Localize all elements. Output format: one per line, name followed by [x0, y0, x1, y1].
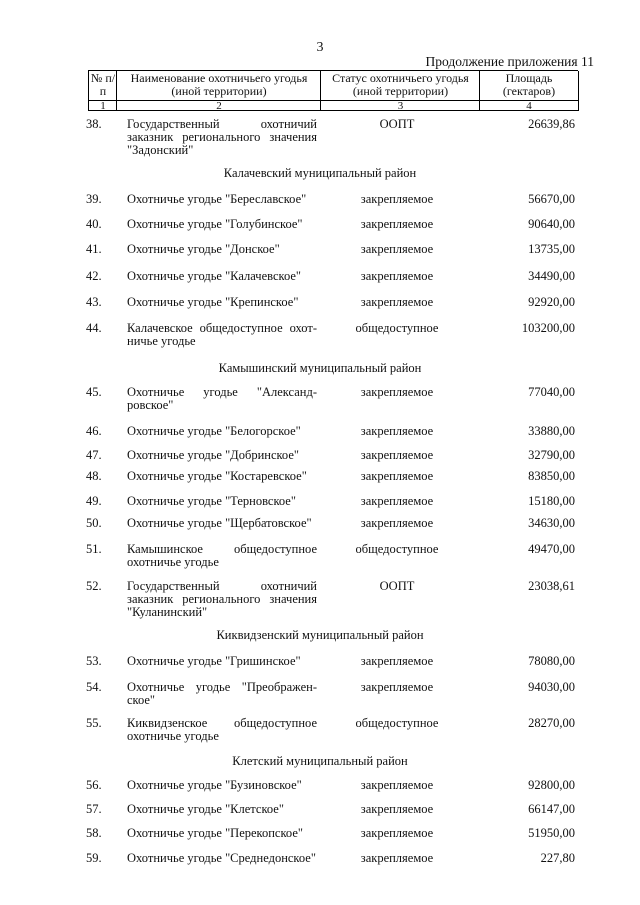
row-number: 48.: [86, 469, 102, 483]
row-status: закрепляемое: [360, 424, 434, 438]
page-number: 3: [316, 40, 324, 55]
row-status: общедоступное: [355, 716, 439, 730]
row-status: закрепляемое: [360, 217, 434, 231]
row-name: Охотничье угодье "Добринское": [127, 448, 299, 462]
row-area: 92920,00: [528, 295, 575, 309]
row-status: общедоступное: [355, 542, 439, 556]
header-num: № п/п: [88, 71, 117, 101]
header-name: Наименование охотничьего угодья (иной территории): [116, 71, 321, 101]
row-name: Калачевское общедоступное охот-ничье угодье: [127, 321, 317, 348]
row-area: 51950,00: [528, 826, 575, 840]
row-status: закрепляемое: [360, 469, 434, 483]
continuation-note: Продолжение приложения 11: [425, 54, 594, 69]
row-area: 66147,00: [528, 802, 575, 816]
row-status: закрепляемое: [360, 385, 434, 399]
row-number: 39.: [86, 192, 102, 206]
row-area: 34490,00: [528, 269, 575, 283]
row-name: Охотничье угодье "Терновское": [127, 494, 296, 508]
row-number: 50.: [86, 516, 102, 530]
row-name: Охотничье угодье "Гришинское": [127, 654, 301, 668]
row-area: 103200,00: [521, 321, 575, 335]
district-heading: Калачевский муниципальный район: [223, 166, 417, 180]
row-status: закрепляемое: [360, 778, 434, 792]
row-number: 55.: [86, 716, 102, 730]
row-status: закрепляемое: [360, 680, 434, 694]
col-number-4: 4: [479, 100, 579, 111]
row-name: Охотничье угодье "Александ-ровское": [127, 385, 317, 412]
district-heading: Клетский муниципальный район: [232, 754, 408, 768]
row-name: Охотничье угодье "Среднедонское": [127, 851, 316, 865]
row-status: ООПТ: [379, 579, 415, 593]
row-status: закрепляемое: [360, 494, 434, 508]
row-area: 26639,86: [528, 117, 575, 131]
row-status: закрепляемое: [360, 269, 434, 283]
header-status: Статус охотничьего угодья (иной территории): [320, 71, 480, 101]
row-number: 53.: [86, 654, 102, 668]
row-area: 13735,00: [528, 242, 575, 256]
row-name: Охотничье угодье "Береславское": [127, 192, 307, 206]
table-header: [88, 70, 578, 111]
row-status: закрепляемое: [360, 448, 434, 462]
row-name: Охотничье угодье "Клетское": [127, 802, 284, 816]
row-number: 41.: [86, 242, 102, 256]
row-number: 59.: [86, 851, 102, 865]
row-number: 40.: [86, 217, 102, 231]
row-number: 57.: [86, 802, 102, 816]
row-name: Камышинское общедоступное охотничье угодье: [127, 542, 317, 569]
header-area: Площадь (гектаров): [479, 71, 579, 101]
row-number: 46.: [86, 424, 102, 438]
row-area: 28270,00: [528, 716, 575, 730]
row-area: 94030,00: [528, 680, 575, 694]
row-number: 45.: [86, 385, 102, 399]
row-number: 49.: [86, 494, 102, 508]
row-area: 23038,61: [528, 579, 575, 593]
row-area: 34630,00: [528, 516, 575, 530]
row-area: 15180,00: [528, 494, 575, 508]
row-area: 227,80: [540, 851, 575, 865]
row-number: 38.: [86, 117, 102, 131]
row-number: 52.: [86, 579, 102, 593]
row-status: закрепляемое: [360, 802, 434, 816]
row-area: 33880,00: [528, 424, 575, 438]
row-area: 92800,00: [528, 778, 575, 792]
row-name: Охотничье угодье "Бузиновское": [127, 778, 302, 792]
row-status: общедоступное: [355, 321, 439, 335]
row-area: 56670,00: [528, 192, 575, 206]
row-status: закрепляемое: [360, 654, 434, 668]
row-status: закрепляемое: [360, 295, 434, 309]
row-number: 44.: [86, 321, 102, 335]
row-status: закрепляемое: [360, 826, 434, 840]
row-status: ООПТ: [379, 117, 415, 131]
row-status: закрепляемое: [360, 851, 434, 865]
row-area: 90640,00: [528, 217, 575, 231]
row-number: 56.: [86, 778, 102, 792]
row-name: Охотничье угодье "Перекопское": [127, 826, 303, 840]
row-number: 43.: [86, 295, 102, 309]
row-name: Охотничье угодье "Белогорское": [127, 424, 301, 438]
row-name: Охотничье угодье "Костаревское": [127, 469, 307, 483]
row-number: 51.: [86, 542, 102, 556]
row-name: Государственный охотничий заказник регионального значения "Куланинский": [127, 579, 317, 619]
col-number-2: 2: [116, 100, 321, 111]
district-heading: Киквидзенский муниципальный район: [216, 628, 424, 642]
row-status: закрепляемое: [360, 242, 434, 256]
district-heading: Камышинский муниципальный район: [218, 361, 422, 375]
row-number: 54.: [86, 680, 102, 694]
col-number-3: 3: [320, 100, 480, 111]
row-status: закрепляемое: [360, 516, 434, 530]
row-number: 47.: [86, 448, 102, 462]
row-area: 77040,00: [528, 385, 575, 399]
row-name: Охотничье угодье "Голубинское": [127, 217, 303, 231]
row-name: Охотничье угодье "Калачевское": [127, 269, 301, 283]
row-area: 32790,00: [528, 448, 575, 462]
row-area: 49470,00: [528, 542, 575, 556]
row-status: закрепляемое: [360, 192, 434, 206]
row-name: Государственный охотничий заказник регионального значения "Задонский": [127, 117, 317, 157]
row-name: Охотничье угодье "Донское": [127, 242, 280, 256]
row-area: 83850,00: [528, 469, 575, 483]
row-number: 42.: [86, 269, 102, 283]
row-name: Охотничье угодье "Щербатовское": [127, 516, 312, 530]
row-name: Киквидзенское общедоступное охотничье угодье: [127, 716, 317, 743]
row-area: 78080,00: [528, 654, 575, 668]
row-name: Охотничье угодье "Преображен-ское": [127, 680, 317, 707]
col-number-1: 1: [88, 100, 117, 111]
row-name: Охотничье угодье "Крепинское": [127, 295, 299, 309]
row-number: 58.: [86, 826, 102, 840]
